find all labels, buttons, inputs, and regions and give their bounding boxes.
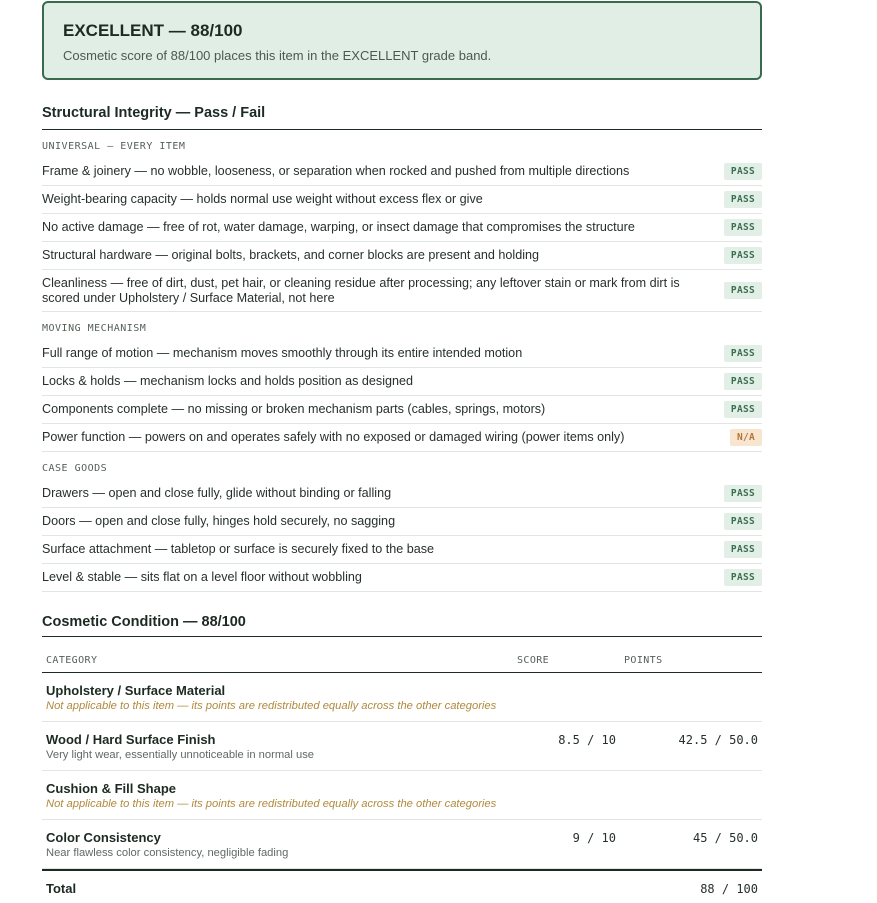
cosmetic-row (42, 820, 762, 869)
check-text: Full range of motion — mechanism moves smoothly through its entire intended motion (42, 346, 523, 360)
status-badge: PASS (724, 513, 762, 530)
category-name: Cushion & Fill Shape (46, 781, 177, 796)
check-text: Drawers — open and close fully, glide without binding or falling (42, 486, 392, 500)
check-text: Locks & holds — mechanism locks and holds position as designed (42, 374, 414, 388)
check-text: Power function — powers on and operates safely with no exposed or damaged wiring (power items only) (42, 430, 625, 444)
status-badge: PASS (724, 373, 762, 390)
column-category: CATEGORY (46, 655, 98, 666)
grade-title: EXCELLENT — 88/100 (63, 21, 243, 40)
status-badge: PASS (724, 191, 762, 208)
status-badge: PASS (724, 247, 762, 264)
group-label: MOVING MECHANISM (42, 323, 147, 334)
status-badge: PASS (724, 163, 762, 180)
structural-heading: Structural Integrity — Pass / Fail (42, 105, 762, 130)
category-note: Not applicable to this item — its points are redistributed equally across the other categories (46, 798, 497, 810)
category-name: Wood / Hard Surface Finish (46, 732, 216, 747)
check-row (42, 508, 762, 536)
category-name: Upholstery / Surface Material (46, 683, 226, 698)
cosmetic-rows (42, 673, 762, 869)
category-points: 42.5 / 50.0 (678, 733, 758, 747)
status-badge: PASS (724, 569, 762, 586)
category-points: 45 / 50.0 (692, 831, 758, 845)
category-score: 9 / 10 (572, 831, 616, 845)
check-text: Components complete — no missing or broken mechanism parts (cables, springs, motors) (42, 402, 546, 416)
total-row (42, 869, 762, 899)
total-value: 88 / 100 (700, 882, 758, 896)
cosmetic-table-header (42, 637, 762, 673)
cosmetic-section (42, 614, 762, 899)
category-score: 8.5 / 10 (558, 733, 616, 747)
category-note: Not applicable to this item — its points are redistributed equally across the other categories (46, 700, 497, 712)
grade-subtitle: Cosmetic score of 88/100 places this item in the EXCELLENT grade band. (63, 48, 492, 63)
check-row (42, 270, 762, 312)
structural-section (42, 105, 762, 592)
category-note: Near flawless color consistency, negligible fading (46, 847, 289, 859)
column-score: SCORE (517, 655, 550, 666)
category-name: Color Consistency (46, 830, 161, 845)
group-label: CASE GOODS (42, 463, 108, 474)
check-text: Surface attachment — tabletop or surface is securely fixed to the base (42, 542, 435, 556)
status-badge: PASS (724, 401, 762, 418)
cosmetic-row (42, 722, 762, 771)
status-badge: PASS (724, 541, 762, 558)
total-label: Total (46, 881, 77, 896)
check-row (42, 158, 762, 186)
check-text: No active damage — free of rot, water damage, warping, or insect damage that compromises the structure (42, 220, 635, 234)
check-row (42, 242, 762, 270)
column-points: POINTS (624, 655, 663, 666)
cosmetic-row (42, 673, 762, 722)
check-row (42, 368, 762, 396)
group-label: UNIVERSAL — EVERY ITEM (42, 141, 186, 152)
status-badge: PASS (724, 345, 762, 362)
check-row (42, 214, 762, 242)
check-row (42, 396, 762, 424)
check-row (42, 480, 762, 508)
check-text: Cleanliness — free of dirt, dust, pet hair, or cleaning residue after processing; any leftover stain or mark from dirt is scored under Upholstery / Surface Material, not here (42, 275, 680, 305)
check-row (42, 340, 762, 368)
check-text: Frame & joinery — no wobble, looseness, or separation when rocked and pushed from multiple directions (42, 164, 630, 178)
grade-banner (42, 1, 762, 80)
check-text: Doors — open and close fully, hinges hold securely, no sagging (42, 514, 396, 528)
check-row (42, 424, 762, 452)
check-row (42, 186, 762, 214)
structural-groups (42, 130, 762, 592)
status-badge: PASS (724, 485, 762, 502)
check-text: Level & stable — sits flat on a level floor without wobbling (42, 570, 362, 584)
category-note: Very light wear, essentially unnoticeable in normal use (46, 749, 315, 761)
status-badge: PASS (724, 282, 762, 299)
check-row (42, 564, 762, 592)
cosmetic-row (42, 771, 762, 820)
check-text: Weight-bearing capacity — holds normal use weight without excess flex or give (42, 192, 483, 206)
check-text: Structural hardware — original bolts, brackets, and corner blocks are present and holding (42, 248, 540, 262)
check-row (42, 536, 762, 564)
status-badge: N/A (730, 429, 762, 446)
status-badge: PASS (724, 219, 762, 236)
cosmetic-heading: Cosmetic Condition — 88/100 (42, 614, 762, 637)
